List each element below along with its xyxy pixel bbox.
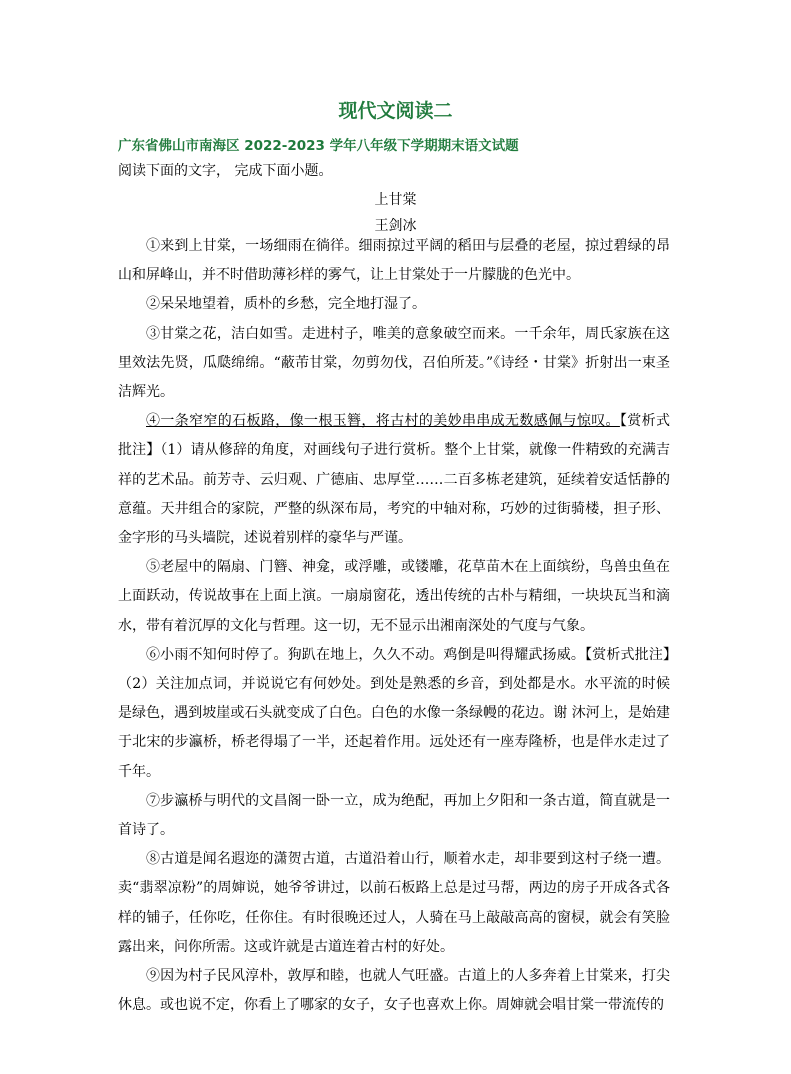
- paragraph-3: ③甘棠之花，洁白如雪。走进村子，唯美的意象破空而来。一千余年，周氏家族在这里效法先贤，瓜瓞绵绵。“蔽芾甘棠，勿剪勿伐，召伯所茇。”《诗经・甘棠》折射出一束圣洁辉光。: [118, 325, 670, 401]
- reading-instruction: 阅读下面的文字， 完成下面小题。: [118, 163, 333, 179]
- paragraph-4: [118, 407, 670, 553]
- section-title: 现代文阅读二: [338, 100, 453, 122]
- article-body: [118, 232, 670, 1020]
- paragraph-7: ⑦步瀛桥与明代的文昌阁一卧一立，成为绝配，再加上夕阳和一条古道，简直就是一首诗了。: [118, 792, 670, 839]
- paragraph-2: ②呆呆地望着，质朴的乡愁，完全地打湿了。: [146, 296, 426, 313]
- article-title: 上甘棠: [374, 192, 417, 208]
- paragraph-1: ①来到上甘棠，一场细雨在徜徉。细雨掠过平阔的稻田与层叠的老屋，掠过碧绿的昂山和屏峰山，并不时借助薄衫样的雾气，让上甘棠处于一片朦胧的色光中。: [118, 238, 670, 284]
- underlined-sentence: ④一条窄窄的石板路，像一根玉簪，将古村的美妙串串成无数感佩与惊叹。: [146, 413, 620, 430]
- paragraph-8: ⑧古道是闻名遐迩的潇贺古道，古道沿着山行，顺着水走，却非要到这村子绕一遭。卖“翡翠凉粉”的周婶说，她爷爷讲过，以前石板路上总是过马帮，两边的房子开成各式各样的铺子，任你吃，任你住。有时很晚还过人，人骑在马上敲敲高高的窗棂，就会有笑脸露出来，问你所需。这或许就是古道连着古村的好处。: [118, 851, 670, 955]
- exam-source: 广东省佛山市南海区 2022-2023 学年八年级下学期期末语文试题: [118, 138, 519, 154]
- paragraph-9: ⑨因为村子民风淳朴，敦厚和睦，也就人气旺盛。古道上的人多奔着上甘棠来，打尖休息。或也说不定，你看上了哪家的女子，女子也喜欢上你。周婶就会唱甘棠一带流传的: [118, 968, 670, 1014]
- article-author: 王剑冰: [374, 218, 417, 234]
- paragraph-6: ⑥小雨不知何时停了。狗趴在地上，久久不动。鸡倒是叫得耀武扬威。【赏析式批注】（2）关注加点词，并说说它有何妙处。到处是熟悉的乡音，到处都是水。水平流的时候是绿色，遇到坡崖或石头就变成了白色。白色的水像一条绿幔的花边。谢 沐河上，是始建于北宋的步瀛桥，桥老得塌了一半，还起着作用。远处还有一座寿隆桥，也是伴水走过了千年。: [118, 646, 670, 780]
- paragraph-5: ⑤老屋中的隔扇、门簪、神龛，或浮雕，或镂雕，花草苗木在上面缤纷，鸟兽虫鱼在上面跃动，传说故事在上面上演。一扇扇窗花，透出传统的古朴与精细，一块块瓦当和滴水，带有着沉厚的文化与哲理。这一切，无不显示出湘南深处的气度与气象。: [118, 559, 670, 634]
- paragraph-4-rest: 【赏析式批注】（1）请从修辞的角度，对画线句子进行赏析。整个上甘棠，就像一件精致的充满吉祥的艺术品。前芳寺、云归观、广德庙、忠厚堂……二百多栋老建筑，延续着安适恬静的意蕴。天井组合的家院，严整的纵深布局，考究的中轴对称，巧妙的过街骑楼，担子形、金字形的马头墙院，述说着别样的豪华与严谨。: [118, 413, 671, 547]
